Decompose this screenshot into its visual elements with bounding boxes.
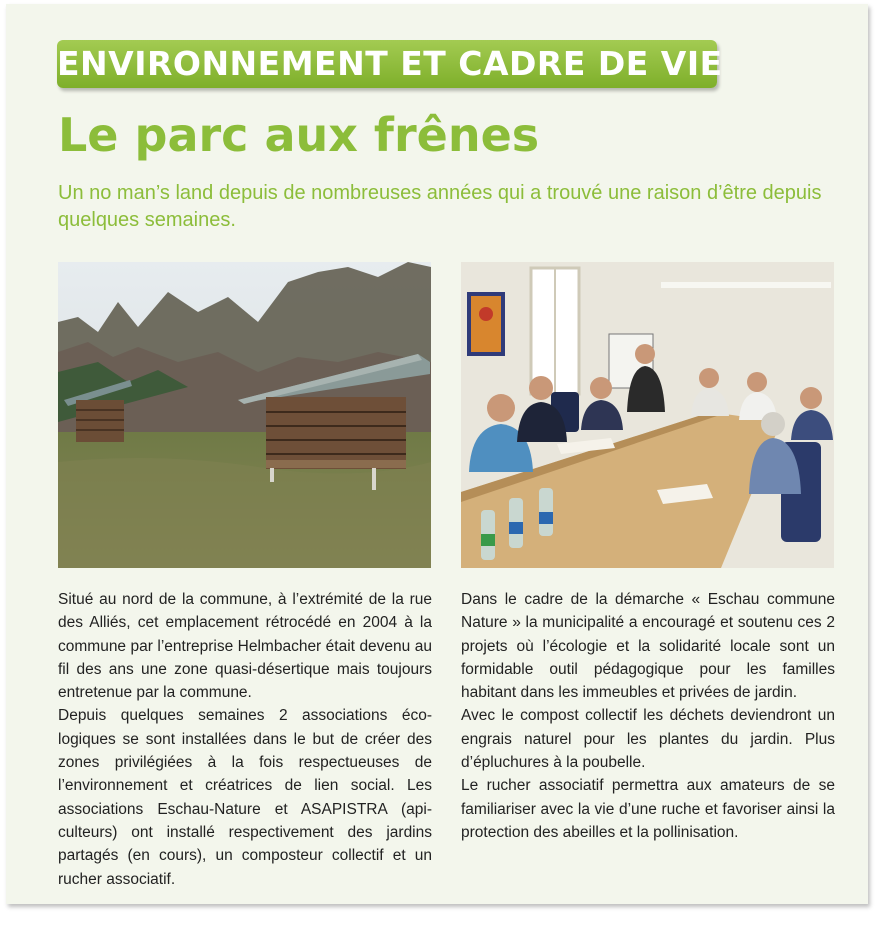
paragraph: Depuis quelques semaines 2 associations écologiques se sont installées dans le but de créer des zones privilégiées à la fois respectueuses de l’environnement et créatrices de lien social. Les associations Eschau-Nature et ASAPISTRA (apiculteurs) ont installé respectivement des jardins partagés (en cours), un composteur collectif et un rucher associatif. — [58, 707, 432, 888]
article-column-left — [58, 588, 432, 891]
article-column-right — [461, 588, 835, 844]
paragraph: Situé au nord de la commune, à l’extrémité de la rue des Alliés, cet emplacement rétrocédé en 2004 à la commune par l’entreprise Helmbacher était devenu au fil des ans une zone quasi-désertique mais toujours entretenue par la commune. — [58, 591, 432, 702]
paragraph: Avec le compost collectif les déchets deviendront un engrais naturel pour les plantes du jardin. Plus d’épluchures à la poubelle. — [461, 707, 835, 772]
garden-shelters-photo — [58, 262, 431, 568]
article-subtitle: Un no man’s land depuis de nombreuses années qui a trouvé une raison d’être depuis quelques semaines. — [58, 182, 822, 231]
article-title: Le parc aux frênes — [58, 108, 540, 162]
paragraph: Dans le cadre de la démarche « Eschau commune Nature » la municipalité a encouragé et soutenu ces 2 projets où l’écologie et la solidarité locale sont un formidable outil pédagogique pour les familles habitant dans les immeubles et privées de jardin. — [461, 591, 835, 702]
section-banner: ENVIRONNEMENT ET CADRE DE VIE — [57, 40, 717, 88]
meeting-room-photo — [461, 262, 834, 568]
paragraph: Le rucher associatif permettra aux amateurs de se familiariser avec la vie d’une ruche et favoriser ainsi la protection des abeilles et la pollinisation. — [461, 777, 835, 841]
